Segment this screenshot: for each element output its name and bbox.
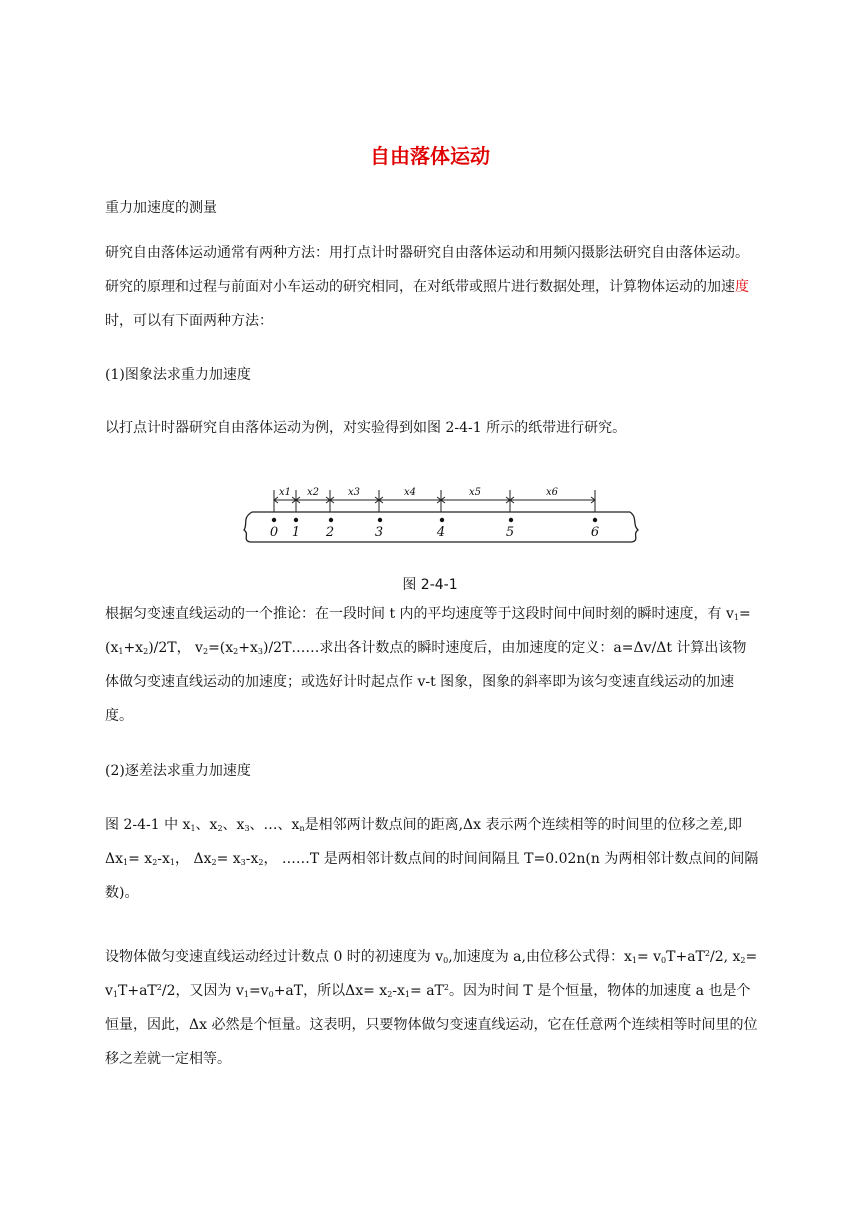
segment-label-x1: x1 xyxy=(278,487,292,498)
text: 图 2-4-1 中 x xyxy=(105,817,191,833)
text: =(x xyxy=(208,640,234,656)
text: = v xyxy=(105,949,758,999)
text: -x xyxy=(392,983,405,999)
segment-label-x5: x5 xyxy=(468,487,482,498)
text: -x xyxy=(245,851,259,867)
text: /2, x xyxy=(710,949,741,965)
subscript: 1 xyxy=(243,990,249,999)
text: T+aT xyxy=(666,949,705,965)
subscript: 2 xyxy=(740,956,746,965)
subscript: 0 xyxy=(268,990,274,999)
segment-label-x3: x3 xyxy=(347,487,361,498)
subscript: 1 xyxy=(733,613,739,622)
subscript: 2 xyxy=(217,824,223,833)
text: +x xyxy=(123,640,144,656)
point-label-3: 3 xyxy=(374,525,384,540)
subscript: 1 xyxy=(123,858,129,867)
superscript: 2 xyxy=(443,983,449,992)
subscript: 1 xyxy=(118,647,124,656)
text: 。因为时间 T 是个恒量，物体的加速度 a 也是个恒量，因此，Δx 必然是个恒量。这表明，只要物体做匀变速直线运动，它在任意两个连续相等时间里的位移之差就一定相等。 xyxy=(105,983,758,1067)
superscript: 2 xyxy=(704,949,710,958)
superscript: 2 xyxy=(156,983,162,992)
point-label-4: 4 xyxy=(436,525,446,540)
text: 、x xyxy=(195,817,218,833)
subscript: 2 xyxy=(387,990,393,999)
subscript: 2 xyxy=(152,858,158,867)
subscript: 2 xyxy=(258,858,264,867)
point-label-1: 1 xyxy=(291,525,301,540)
subscript: 0 xyxy=(661,956,667,965)
point-label-5: 5 xyxy=(505,525,515,540)
text: 、x xyxy=(222,817,245,833)
subscript: 1 xyxy=(190,824,196,833)
difference-paragraph xyxy=(105,808,760,910)
intro-text-2: 时，可以有下面两种方法： xyxy=(105,313,273,329)
text: /2，又因为 v xyxy=(161,983,244,999)
subscript: 1 xyxy=(404,990,411,999)
section-heading: 重力加速度的测量 xyxy=(105,200,217,216)
text: 是相邻两计数点间的距离,Δx 表示两个连续相等的时间里的位移之差,即Δx xyxy=(105,817,742,867)
segment-labels xyxy=(279,487,559,498)
figure-caption: 图 2-4-1 xyxy=(402,577,458,593)
text: T+aT xyxy=(118,983,157,999)
subscript: 3 xyxy=(244,824,250,833)
point-label-6: 6 xyxy=(590,525,600,540)
tape-dots xyxy=(272,518,597,522)
text: = aT xyxy=(410,983,444,999)
text: =(x xyxy=(105,606,751,656)
text: +x xyxy=(238,640,258,656)
text: 、…、x xyxy=(249,817,300,833)
text: ， ……T 是两相邻计数点间的时间间隔且 T=0.02n(n 为两相邻计数点间的间隔数)。 xyxy=(105,851,759,901)
point-label-0: 0 xyxy=(269,525,279,540)
intro-highlight: 度 xyxy=(735,279,749,295)
segment-label-x2: x2 xyxy=(306,487,320,498)
text: +aT，所以Δx= x xyxy=(273,983,388,999)
segment-label-x6: x6 xyxy=(545,487,559,498)
text: =v xyxy=(248,983,269,999)
text: = x xyxy=(128,851,153,867)
text: )/2T……求出各计数点的瞬时速度后，由加速度的定义：a=Δv/Δt 计算出该物体做匀变速直线运动的加速度；或选好计时起点作 v-t 图象，图象的斜率即为该匀变速直线运动的加速度。 xyxy=(105,640,747,724)
paper-tape-figure xyxy=(240,478,644,574)
text: ,加速度为 a,由位移公式得：x xyxy=(448,949,632,965)
subscript: 1 xyxy=(631,956,637,965)
final-paragraph xyxy=(105,940,760,1076)
subscript: 2 xyxy=(233,647,239,656)
subscript: 1 xyxy=(169,858,176,867)
intro-paragraph xyxy=(105,236,760,338)
subscript: 2 xyxy=(143,647,149,656)
subscript: 3 xyxy=(257,647,263,656)
text: = v xyxy=(636,949,662,965)
subscript: 1 xyxy=(112,990,119,999)
subscript: n xyxy=(299,824,305,833)
subscript: 2 xyxy=(202,647,209,656)
text: 根据匀变速直线运动的一个推论：在一段时间 t 内的平均速度等于这段时间中间时刻的瞬时速度，有 v xyxy=(105,606,734,622)
method1-intro: 以打点计时器研究自由落体运动为例，对实验得到如图 2-4-1 所示的纸带进行研究。 xyxy=(105,420,627,436)
text: 设物体做匀变速直线运动经过计数点 0 时的初速度为 v xyxy=(105,949,444,965)
subscript: 2 xyxy=(211,858,217,867)
method2-heading: (2)逐差法求重力加速度 xyxy=(105,763,251,779)
text: )/2T， v xyxy=(148,640,203,656)
point-labels xyxy=(270,525,599,540)
intro-text-1: 研究自由落体运动通常有两种方法：用打点计时器研究自由落体运动和用频闪摄影法研究自由落体运动。研究的原理和过程与前面对小车运动的研究相同，在对纸带或照片进行数据处理，计算物体运动的加速 xyxy=(105,245,749,295)
subscript: 3 xyxy=(240,858,246,867)
text: = x xyxy=(216,851,241,867)
method1-heading: (1)图象法求重力加速度 xyxy=(105,367,251,383)
page-title: 自由落体运动 xyxy=(370,144,490,168)
segment-label-x4: x4 xyxy=(403,487,417,498)
point-label-2: 2 xyxy=(325,525,335,540)
text: -x xyxy=(157,851,170,867)
text: ， Δx xyxy=(175,851,212,867)
inference-paragraph xyxy=(105,597,760,733)
subscript: 0 xyxy=(443,956,449,965)
